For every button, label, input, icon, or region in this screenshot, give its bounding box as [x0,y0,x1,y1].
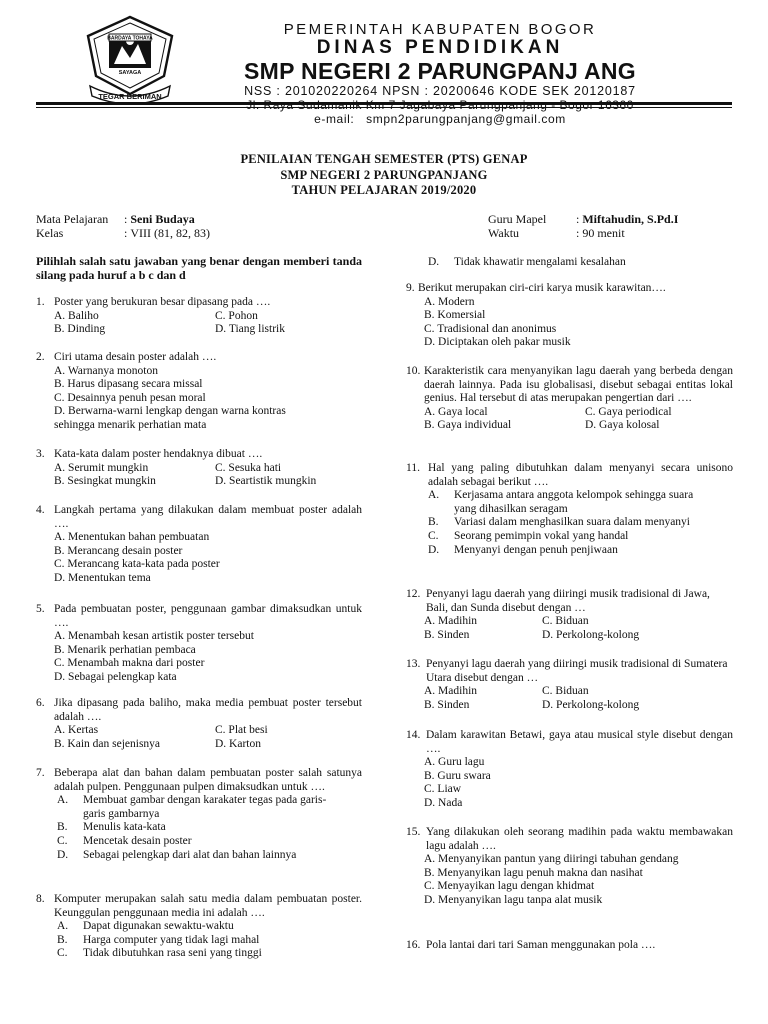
question-number: 10. [406,365,421,377]
class-label: Kelas [36,226,64,240]
option-b[interactable]: B. Sinden [424,628,470,641]
option-c[interactable]: C. Biduan [542,615,589,628]
option-text: Mencetak desain poster [83,834,192,847]
option-key: C. [57,947,68,960]
question-13 [406,658,733,712]
question-number: 2. [36,351,45,363]
teacher-info: Guru Mapel : Miftahudin, S.Pd.I Waktu : 90 menit [488,212,679,240]
time-label: Waktu [488,226,520,240]
option-b[interactable]: B. Menarik perhatian pembaca [54,643,196,656]
option-c[interactable]: C. Biduan [542,685,589,698]
option-d[interactable] [428,256,733,270]
exam-title [0,152,768,199]
title-line-2: SMP NEGERI 2 PARUNGPANJANG [280,167,488,182]
question-number: 14. [406,729,421,741]
option-d[interactable]: D. Menyanyikan lagu tanpa alat musik [424,893,603,906]
question-number: 9. [406,282,415,294]
option-key: D. [428,543,440,556]
agency-name: DINAS PENDIDIKAN [316,37,564,58]
question-9 [406,282,733,350]
option-text: Membuat gambar dengan karakater tegas pada garis-garis gambarnya [83,794,327,820]
question-number: 8. [36,893,45,905]
option-c[interactable] [57,947,357,961]
option-b[interactable]: B. Harus dipasang secara missal [54,378,203,391]
question-number: 16. [406,939,421,951]
option-text: Harga computer yang tidak lagi mahal [83,933,260,946]
option-a[interactable] [57,920,357,934]
question-15 [406,826,733,908]
option-c[interactable]: C. Liaw [424,783,462,796]
question-number: 4. [36,504,45,516]
option-key: B. [428,516,439,529]
option-b[interactable]: B. Gaya individual [424,419,512,432]
question-number: 11. [406,462,420,474]
svg-text:TEGAR BERIMAN: TEGAR BERIMAN [98,92,162,101]
option-c[interactable]: C. Merancang kata-kata pada poster [54,558,220,571]
question-text: Karakteristik cara menyanyikan lagu daerah yang berbeda dengan daerah lainnya. Pada isu globalisasi, disebut sebagai entitas lokal genius. Hal tersebut di atas merupakan pengertian dari …. [424,365,733,405]
question-text: Pada pembuatan poster, penggunaan gambar dimaksudkan untuk …. [54,603,362,629]
option-d[interactable]: D. Menentukan tema [54,571,151,584]
option-text: Tidak dibutuhkan rasa seni yang tinggi [83,947,262,960]
option-b[interactable]: B. Dinding [54,323,106,336]
teacher-label: Guru Mapel [488,212,547,226]
option-d[interactable]: D. Sebagai pelengkap kata [54,670,177,683]
question-number: 3. [36,448,45,460]
option-b[interactable]: B. Guru swara [424,769,491,782]
question-8-option-d [428,256,733,270]
option-d[interactable]: D. Karton [215,737,261,750]
option-d[interactable]: D. Seartistik mungkin [215,475,317,488]
option-b[interactable]: B. Sinden [424,698,470,711]
option-c[interactable]: C. Desainnya penuh pesan moral [54,391,206,404]
question-text: Pola lantai dari tari Saman menggunakan pola …. [426,939,656,951]
option-c[interactable]: C. Sesuka hati [215,461,282,474]
question-number: 6. [36,697,45,709]
option-b[interactable] [428,516,718,530]
question-text: Penyanyi lagu daerah yang diiringi musik tradisional di Sumatera Utara disebut dengan … [426,658,728,684]
option-c[interactable]: C. Pohon [215,309,258,322]
question-12 [406,588,733,642]
option-key: D. [428,256,440,268]
option-a[interactable]: A. Baliho [54,309,99,322]
option-d[interactable] [428,544,718,558]
option-d[interactable]: D. Nada [424,796,463,809]
question-14 [406,729,733,811]
email-value: smpn2parungpanjang@gmail.com [366,112,566,126]
option-c[interactable] [57,835,347,849]
option-key: D. [57,848,69,861]
subject-value: Seni Budaya [130,212,195,226]
question-text: Komputer merupakan salah satu media dalam pembuatan poster. Keunggulan penggunaan media ini adalah …. [54,893,362,919]
option-d[interactable] [57,849,347,863]
subject-info: Mata Pelajaran : Seni Budaya Kelas : VIII (81, 82, 83) [36,212,210,240]
option-a[interactable]: A. Guru lagu [424,756,485,769]
option-c[interactable]: C. Plat besi [215,724,268,737]
instruction: Pilihlah salah satu jawaban yang benar dengan memberi tanda silang pada huruf a b c dan d [36,254,362,282]
question-1 [36,296,362,337]
question-text: Hal yang paling dibutuhkan dalam menyanyi secara unisono adalah sebagai berikut …. [428,462,733,488]
option-text: Kerjasama antara anggota kelompok sehingga suara yang dihasilkan seragam [454,489,694,515]
svg-text:BARDAYA TOHAYA: BARDAYA TOHAYA [107,35,153,42]
option-d[interactable]: D. Tiang listrik [215,323,285,336]
question-text: Berikut merupakan ciri-ciri karya musik karawitan…. [418,282,666,294]
question-5 [36,603,362,685]
question-16 [406,939,733,953]
option-b[interactable]: B. Komersial [424,309,486,322]
option-a[interactable]: A. Modern [424,295,475,308]
option-b[interactable] [57,934,357,948]
question-4 [36,504,362,586]
option-a[interactable]: A. Menyanyikan pantun yang diiringi tabuhan gendang [424,853,679,866]
email-label: e-mail: [314,112,355,126]
school-email-line [190,112,690,127]
header-rule-thin [36,107,732,108]
question-text: Jika dipasang pada baliho, maka media pembuat poster tersebut adalah …. [54,697,362,723]
school-codes: NSS : 201020220264 NPSN : 20200646 KODE SEK 20120187 [244,84,636,98]
option-b[interactable]: B. Sesingkat mungkin [54,475,156,488]
question-text: Beberapa alat dan bahan dalam pembuatan poster salah satunya adalah pulpen. Penggunaan pulpen dimaksudkan untuk …. [54,767,362,793]
option-a[interactable]: A. Warnanya monoton [54,364,158,377]
question-3 [36,448,362,489]
school-name: SMP NEGERI 2 PARUNGPANJ ANG [244,58,636,84]
option-a[interactable]: A. Menambah kesan artistik poster tersebut [54,630,254,643]
question-text: Dalam karawitan Betawi, gaya atau musical style disebut dengan …. [426,729,733,755]
option-text: Menulis kata-kata [83,821,166,834]
teacher-value: Miftahudin, S.Pd.I [582,212,679,226]
option-a[interactable]: A. Menentukan bahan pembuatan [54,531,210,544]
option-c[interactable] [428,530,718,544]
option-a[interactable] [57,794,347,821]
option-text: Tidak khawatir mengalami kesalahan [454,256,626,268]
question-number: 15. [406,826,421,838]
question-number: 5. [36,603,45,615]
question-8 [36,893,362,961]
option-key: C. [428,529,439,542]
option-c[interactable]: C. Tradisional dan anonimus [424,322,557,335]
question-text: Langkah pertama yang dilakukan dalam membuat poster adalah …. [54,504,362,530]
option-key: A. [428,489,440,502]
question-number: 1. [36,296,45,308]
svg-text:SAYAGA: SAYAGA [118,70,142,76]
question-10 [406,365,733,433]
government-name: PEMERINTAH KABUPATEN BOGOR [283,21,597,38]
option-a[interactable]: A. Gaya local [424,405,488,418]
option-text: Sebagai pelengkap dari alat dan bahan lainnya [83,848,297,861]
question-7 [36,767,362,862]
option-a[interactable]: A. Kertas [54,724,99,737]
school-address: Jl. Raya Sudamanik Km 7 Jagabaya Parungpanjang - Bogor 16360 [246,98,634,112]
option-d[interactable]: D. Berwarna-warni lengkap dengan warna kontras sehingga menarik perhatian mata [54,405,286,431]
option-d[interactable]: D. Perkolong-kolong [542,698,640,711]
question-text: Yang dilakukan oleh seorang madihin pada waktu membawakan lagu adalah …. [426,826,733,852]
letterhead [190,21,690,127]
option-b[interactable]: B. Menyanyikan lagu penuh makna dan nasihat [424,866,643,879]
question-number: 7. [36,767,45,779]
question-text: Penyanyi lagu daerah yang diiringi musik tradisional di Jawa, Bali, dan Sunda disebut dengan … [426,588,710,614]
option-text: Dapat digunakan sewaktu-waktu [83,920,234,933]
option-b[interactable]: B. Kain dan sejenisnya [54,737,161,750]
subject-label: Mata Pelajaran [36,212,109,226]
class-value: VIII (81, 82, 83) [130,226,210,240]
option-c[interactable]: C. Menambah makna dari poster [54,657,205,670]
time-value: 90 menit [582,226,625,240]
question-text: Poster yang berukuran besar dipasang pada …. [54,296,271,308]
question-2 [36,351,362,433]
question-number: 13. [406,658,421,670]
question-text: Ciri utama desain poster adalah …. [54,351,217,363]
option-a[interactable]: A. Serumit mungkin [54,461,149,474]
question-text: Kata-kata dalam poster hendaknya dibuat …. [54,448,263,460]
title-line-1: PENILAIAN TENGAH SEMESTER (PTS) GENAP [240,152,528,166]
option-text: Seorang pemimpin vokal yang handal [454,529,629,542]
option-a[interactable]: A. Madihin [424,615,478,628]
option-c[interactable]: C. Gaya periodical [585,405,672,418]
option-key: C. [57,834,68,847]
question-number: 12. [406,588,421,600]
option-text: Menyanyi dengan penuh penjiwaan [454,543,618,556]
option-d[interactable]: D. Gaya kolosal [585,419,660,432]
option-key: B. [57,821,68,834]
option-b[interactable]: B. Merancang desain poster [54,544,183,557]
option-d[interactable]: D. Perkolong-kolong [542,628,640,641]
option-text: Variasi dalam menghasilkan suara dalam menyanyi [454,516,690,529]
option-a[interactable] [428,489,718,516]
title-line-3: TAHUN PELAJARAN 2019/2020 [291,183,477,197]
bogor-regency-logo [82,14,178,106]
option-key: A. [57,794,69,807]
question-6 [36,697,362,751]
option-a[interactable]: A. Madihin [424,685,478,698]
question-11 [406,462,733,557]
header-rule-thick [36,102,732,105]
option-b[interactable] [57,821,347,835]
option-key: A. [57,920,69,933]
option-c[interactable]: C. Menyayikan lagu dengan khidmat [424,880,595,893]
option-key: B. [57,933,68,946]
option-d[interactable]: D. Diciptakan oleh pakar musik [424,336,571,349]
